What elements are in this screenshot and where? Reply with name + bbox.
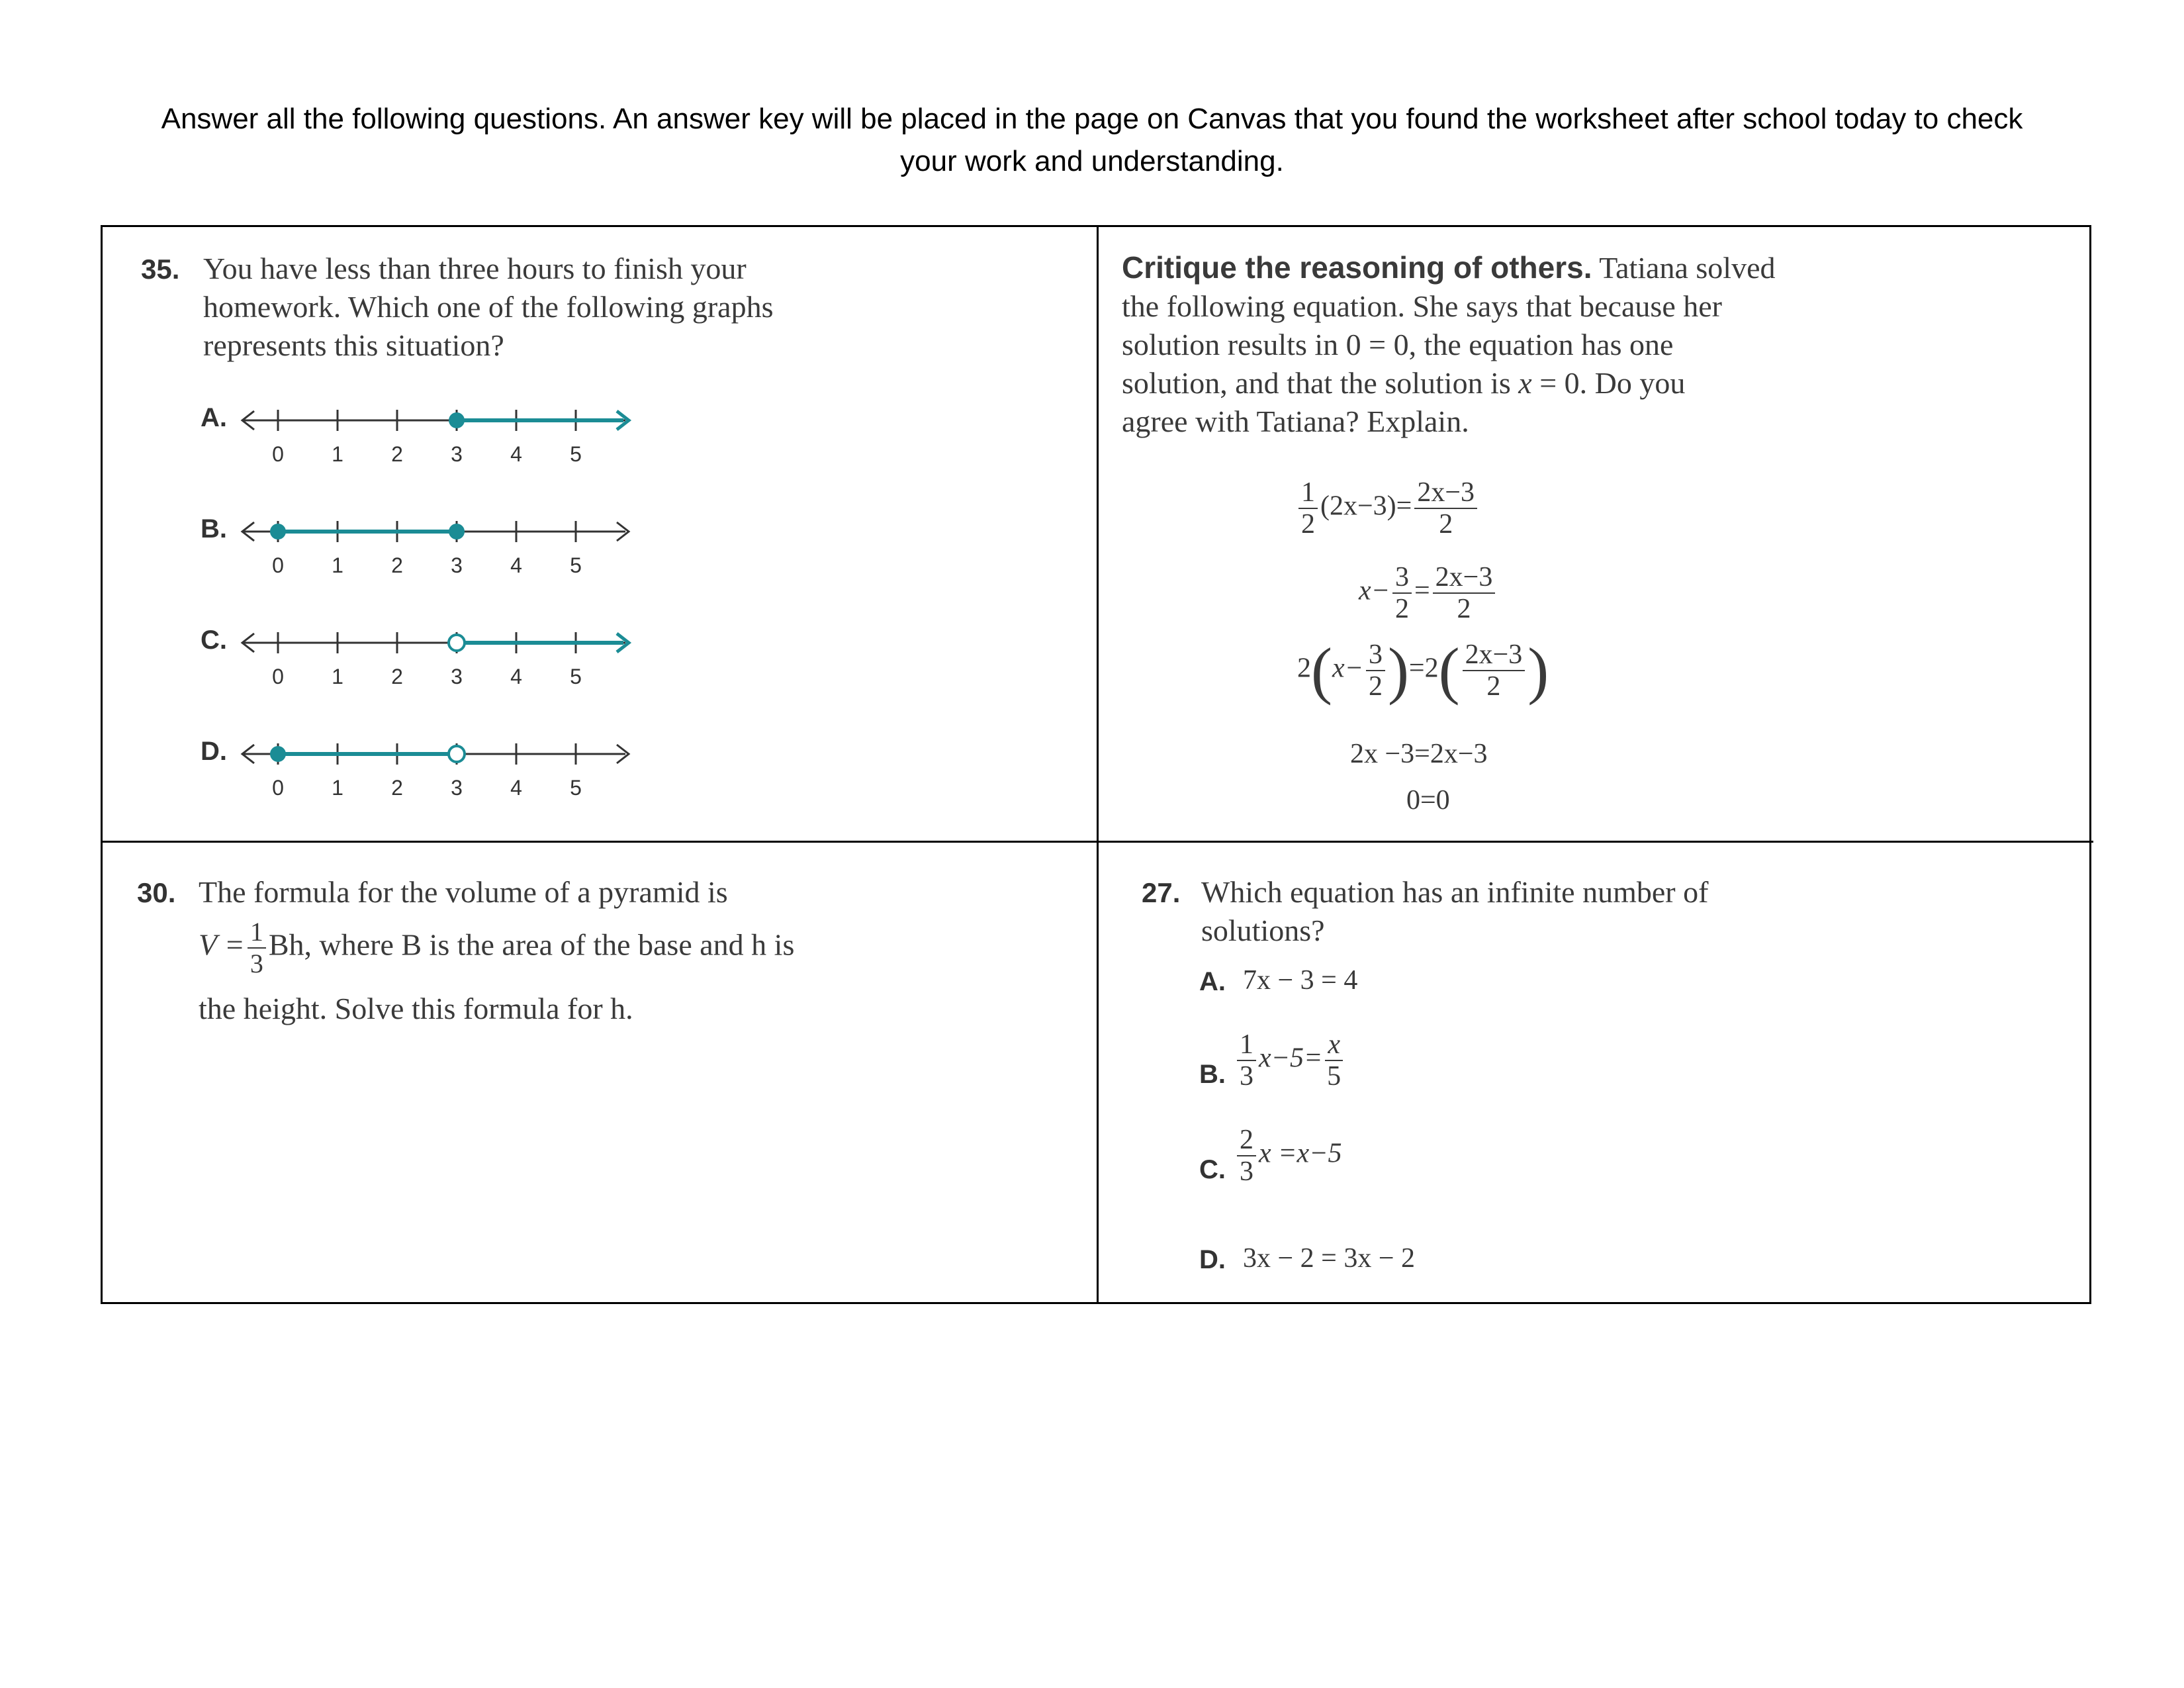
- question-text-line: You have less than three hours to finish your: [203, 252, 747, 285]
- equation-text: 2: [1297, 653, 1311, 684]
- question-text-line: the height. Solve this formula for h.: [199, 992, 633, 1025]
- open-point: [449, 635, 465, 651]
- tick-label: 0: [272, 665, 284, 688]
- option-b-equation: [1234, 1029, 1345, 1092]
- number-line: [242, 632, 629, 688]
- option-a-label: A.: [201, 403, 227, 432]
- open-point: [449, 746, 465, 762]
- fraction-numerator: 2x−3: [1463, 639, 1525, 671]
- tick-label: 1: [332, 665, 343, 688]
- tick-label: 5: [570, 553, 582, 577]
- fraction-numerator: 1: [248, 917, 266, 949]
- question-30-cell: [103, 843, 1099, 1302]
- tick-label: 3: [451, 442, 463, 466]
- question-35-text: [203, 250, 773, 365]
- closed-point: [449, 524, 465, 539]
- question-text-line: Tatiana solved: [1599, 251, 1776, 285]
- option-c-equation: [1234, 1125, 1342, 1187]
- equation-text: x−5=: [1259, 1043, 1323, 1074]
- fraction-denominator: 5: [1327, 1061, 1342, 1092]
- tick-label: 1: [332, 776, 343, 800]
- option-d-equation: 3x − 2 = 3x − 2: [1243, 1243, 1416, 1274]
- number-line: [242, 410, 629, 466]
- tick-label: 0: [272, 442, 284, 466]
- tick-label: 1: [332, 442, 343, 466]
- fraction-denominator: 3: [1240, 1061, 1253, 1092]
- critique-text: [1122, 248, 1775, 441]
- question-text-line: = 0. Do you: [1539, 366, 1686, 400]
- instructions-line-2: your work and understanding.: [900, 145, 1284, 177]
- question-27-cell: [1099, 843, 2093, 1302]
- tick-label: 5: [570, 442, 582, 466]
- number-line-c: [238, 623, 781, 689]
- solution-step-1: [1296, 477, 1480, 539]
- fraction-numerator: x: [1325, 1029, 1343, 1061]
- question-text-line: Which equation has an infinite number of: [1201, 875, 1709, 909]
- question-number: 35.: [141, 254, 180, 285]
- number-line-a: [238, 400, 781, 467]
- option-a-label: A.: [1199, 967, 1226, 996]
- fraction-denominator: 2: [1486, 671, 1501, 702]
- fraction-denominator: 3: [250, 949, 263, 978]
- closed-point: [270, 524, 286, 539]
- tick-label: 4: [510, 553, 522, 577]
- equation-text: x−: [1359, 575, 1390, 606]
- fraction-denominator: 2: [1301, 509, 1315, 539]
- fraction-numerator: 1: [1298, 477, 1318, 509]
- number-line: [242, 521, 629, 577]
- equation-text: x =x−5: [1259, 1138, 1342, 1169]
- instructions: [106, 98, 2078, 183]
- option-d-label: D.: [1199, 1245, 1226, 1274]
- tick-label: 2: [391, 553, 403, 577]
- fraction-numerator: 2x−3: [1433, 562, 1496, 594]
- solution-step-2: [1359, 562, 1498, 624]
- question-number: 30.: [137, 877, 176, 908]
- fraction-numerator: 2: [1237, 1125, 1256, 1156]
- equation-text: x−: [1332, 653, 1363, 684]
- question-text-line: homework. Which one of the following graphs: [203, 290, 774, 324]
- tick-label: 1: [332, 553, 343, 577]
- equation-text: =: [1414, 575, 1430, 606]
- option-d-label: D.: [201, 737, 227, 766]
- tick-label: 3: [451, 776, 463, 800]
- number-line-b: [238, 512, 781, 578]
- tick-label: 4: [510, 665, 522, 688]
- solution-step-5: 0=0: [1406, 785, 1450, 816]
- closed-point: [449, 412, 465, 428]
- volume-formula-line: [199, 917, 794, 979]
- tick-label: 5: [570, 776, 582, 800]
- tick-label: 0: [272, 776, 284, 800]
- option-c-label: C.: [201, 626, 227, 655]
- fraction-denominator: 3: [1240, 1156, 1253, 1187]
- question-text-line: solutions?: [1201, 914, 1325, 947]
- question-text-line: solution results in 0 = 0, the equation has one: [1122, 328, 1674, 361]
- number-line-d: [238, 734, 781, 800]
- option-b-label: B.: [201, 514, 227, 543]
- tick-label: 2: [391, 442, 403, 466]
- equation-text: V =: [199, 927, 245, 962]
- fraction-numerator: 3: [1366, 639, 1385, 671]
- question-text-line: Bh, where B is the area of the base and h is: [268, 927, 795, 962]
- tick-label: 3: [451, 665, 463, 688]
- fraction-denominator: 2: [1394, 594, 1409, 624]
- equation-text: =2: [1408, 653, 1439, 684]
- tick-label: 0: [272, 553, 284, 577]
- question-27-text: [1201, 873, 1708, 950]
- solution-step-3: 2(x− $\frac{3}{2}$ )=2( $\frac{2x-3}{2}$ ): [1297, 635, 1549, 706]
- tick-label: 4: [510, 776, 522, 800]
- solution-step-4: 2x −3=2x−3: [1350, 739, 1488, 769]
- question-number: 27.: [1142, 877, 1181, 908]
- option-c-label: C.: [1199, 1155, 1226, 1184]
- question-text-line: The formula for the volume of a pyramid is: [199, 875, 728, 909]
- equation-text: (2x−3)=: [1320, 491, 1412, 522]
- closed-point: [270, 746, 286, 762]
- question-grid: [101, 225, 2091, 1304]
- critique-title: Critique the reasoning of others.: [1122, 250, 1592, 285]
- question-text-line: the following equation. She says that because her: [1122, 289, 1722, 323]
- question-text-line: represents this situation?: [203, 328, 504, 362]
- question-text-line: solution, and that the solution is: [1122, 366, 1511, 400]
- instructions-line-1: Answer all the following questions. An answer key will be placed in the page on Canvas that you found the worksheet after school today to check: [161, 103, 2023, 135]
- fraction-denominator: 2: [1439, 509, 1453, 539]
- option-a-equation: 7x − 3 = 4: [1243, 965, 1358, 996]
- fraction-numerator: 2x−3: [1414, 477, 1477, 509]
- question-35-cell: [103, 227, 1099, 843]
- option-b-label: B.: [1199, 1060, 1226, 1089]
- question-text-line: agree with Tatiana? Explain.: [1122, 404, 1469, 438]
- variable-x: x: [1518, 366, 1532, 400]
- fraction-denominator: 2: [1457, 594, 1471, 624]
- fraction-numerator: 3: [1392, 562, 1412, 594]
- tick-label: 2: [391, 665, 403, 688]
- tick-label: 5: [570, 665, 582, 688]
- number-line: [242, 743, 629, 800]
- fraction-numerator: 1: [1237, 1029, 1256, 1061]
- fraction-denominator: 2: [1368, 671, 1383, 702]
- tick-label: 3: [451, 553, 463, 577]
- critique-reasoning-cell: [1099, 227, 2093, 843]
- tick-label: 2: [391, 776, 403, 800]
- tick-label: 4: [510, 442, 522, 466]
